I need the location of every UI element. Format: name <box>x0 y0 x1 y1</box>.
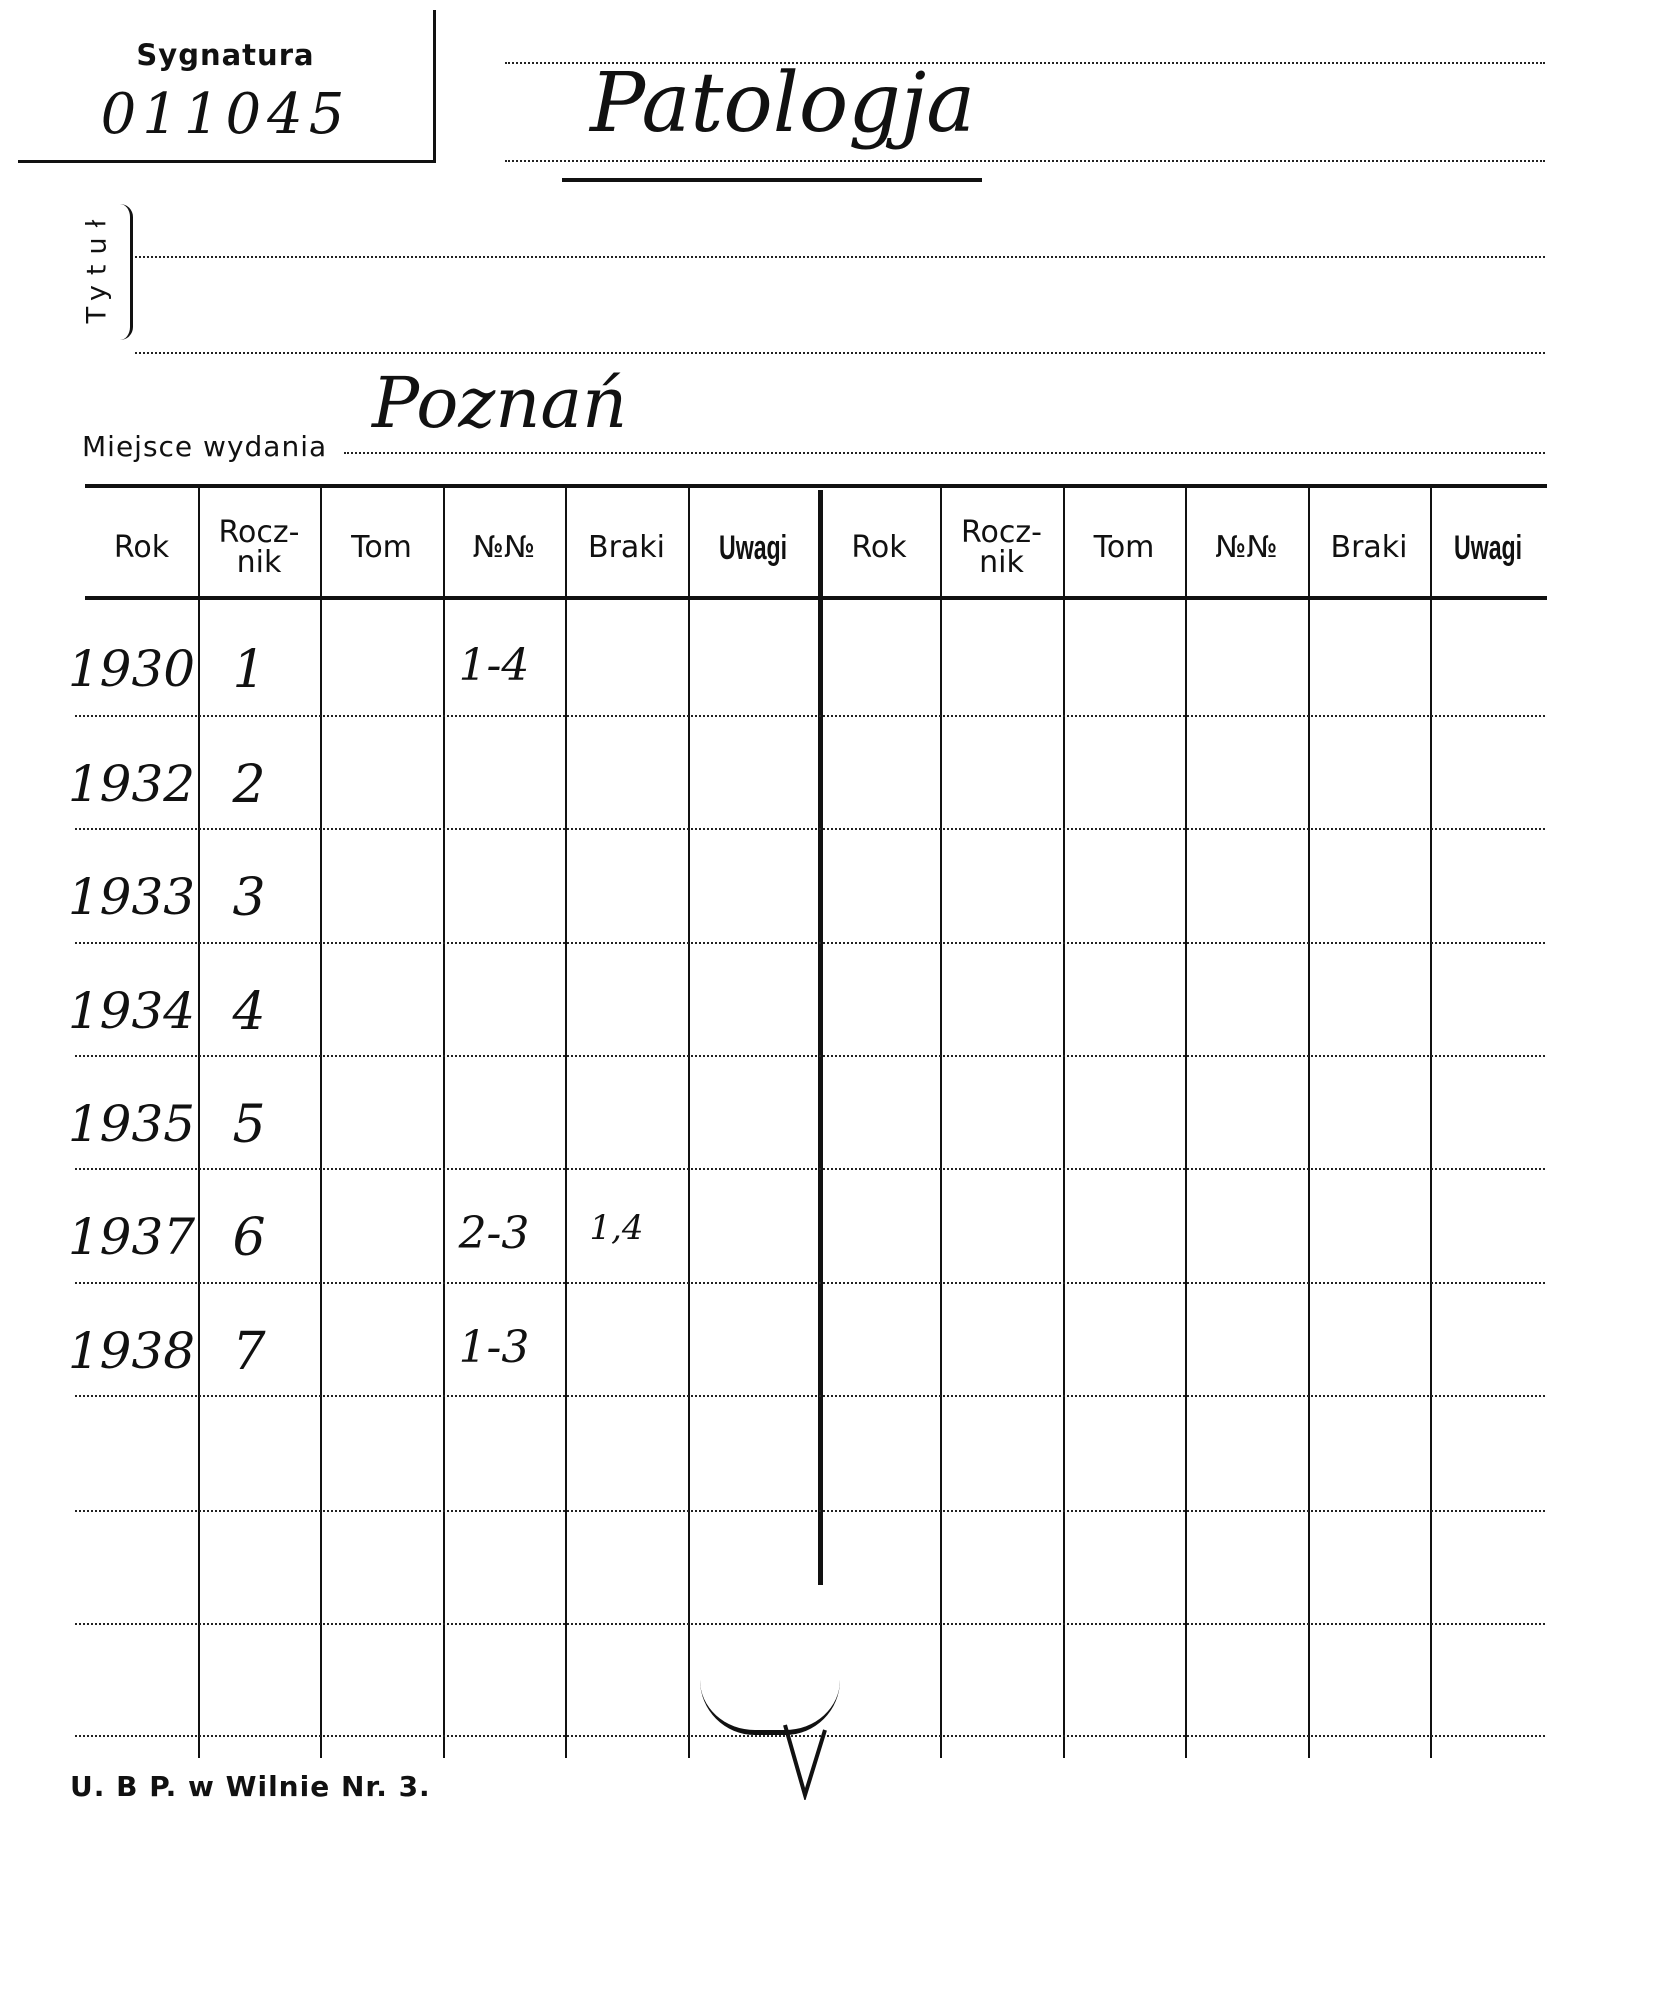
column-header-uwagi <box>688 500 818 596</box>
cell-numery: 1-3 <box>458 1322 530 1373</box>
cell-rocznik: 5 <box>232 1095 266 1155</box>
row-divider <box>75 1623 1545 1625</box>
column-divider <box>1430 488 1432 1758</box>
cell-braki: 1,4 <box>589 1208 644 1248</box>
row-divider <box>75 715 1545 717</box>
cell-rok: 1934 <box>67 982 196 1040</box>
column-header-tom: Tom <box>351 530 412 565</box>
place-label: Miejsce wydania <box>82 430 328 463</box>
column-header-numery: №№ <box>472 530 536 565</box>
title-line-4 <box>135 352 1545 354</box>
column-header-tom: Tom <box>1093 530 1155 565</box>
cell-rok: 1930 <box>67 640 196 698</box>
column-header-uwagi <box>1430 500 1547 596</box>
cell-rocznik: 3 <box>232 868 266 928</box>
row-divider <box>75 1395 1545 1397</box>
column-header-rok: Rok <box>113 530 170 565</box>
cell-rok: 1933 <box>67 868 196 926</box>
column-divider <box>320 488 322 1758</box>
cell-rok: 1932 <box>67 755 196 813</box>
column-header-rocznik: Rocz- nik <box>218 515 300 580</box>
title-label: Tytuł <box>81 209 113 324</box>
column-divider <box>1063 488 1065 1758</box>
column-header-numery: №№ <box>1215 530 1278 565</box>
title-line-2 <box>505 160 1545 162</box>
cell-rocznik: 4 <box>232 982 266 1042</box>
column-divider <box>1185 488 1187 1758</box>
check-mark-v <box>780 1720 830 1800</box>
row-divider <box>75 1510 1545 1512</box>
title-handwritten: Patologja <box>590 56 976 151</box>
signature-number: 011045 <box>100 82 351 147</box>
cell-rok: 1935 <box>67 1095 196 1153</box>
signature-label: Sygnatura <box>136 38 315 72</box>
column-divider <box>1308 488 1310 1758</box>
cell-rok: 1938 <box>67 1322 196 1380</box>
cell-rok: 1937 <box>67 1208 196 1266</box>
table-header-rule <box>85 596 1547 600</box>
title-underline <box>562 178 982 182</box>
column-divider <box>818 490 823 1585</box>
place-line <box>344 452 1545 454</box>
cell-rocznik: 2 <box>232 755 266 815</box>
column-divider <box>940 488 942 1758</box>
row-divider <box>75 1055 1545 1057</box>
row-divider <box>75 1168 1545 1170</box>
cell-numery: 1-4 <box>458 640 530 691</box>
title-brace <box>120 204 133 340</box>
place-handwritten: Poznań <box>372 362 628 444</box>
column-divider <box>565 488 567 1758</box>
cell-rocznik: 6 <box>232 1208 266 1268</box>
column-header-rocznik: Rocz- nik <box>961 515 1042 580</box>
row-divider <box>75 942 1545 944</box>
uwagi-label: Uwagi <box>718 529 788 567</box>
footer-text: U. B P. w Wilnie Nr. 3. <box>70 1770 431 1803</box>
row-divider <box>75 1282 1545 1284</box>
uwagi-label: Uwagi <box>1454 529 1523 567</box>
title-line-3 <box>135 256 1545 258</box>
row-divider <box>75 828 1545 830</box>
column-header-rok: Rok <box>851 530 907 565</box>
table-top-rule <box>85 484 1547 488</box>
cell-rocznik: 7 <box>232 1322 266 1382</box>
signature-box <box>18 10 436 163</box>
title-label-block <box>72 196 122 346</box>
column-header-braki: Braki <box>1330 530 1408 565</box>
column-divider <box>688 488 690 1758</box>
cell-rocznik: 1 <box>232 640 266 700</box>
column-header-braki: Braki <box>587 530 665 565</box>
cell-numery: 2-3 <box>458 1208 530 1259</box>
